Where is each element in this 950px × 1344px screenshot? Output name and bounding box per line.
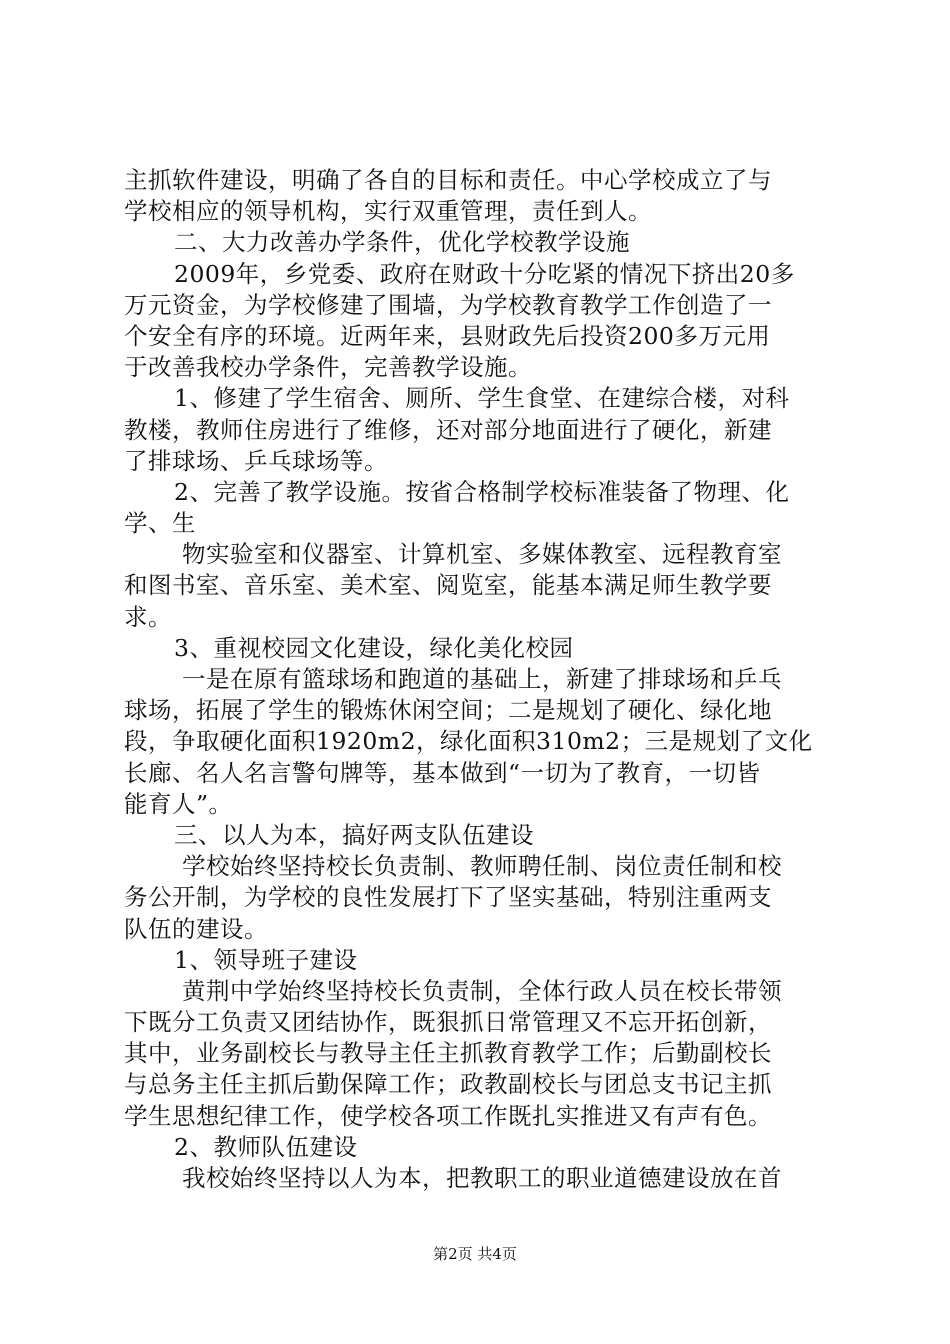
page-footer: 第2页 共4页 <box>433 1245 517 1263</box>
text-line: 学生思想纪律工作，使学校各项工作既扎实推进又有声有色。 <box>124 1101 772 1130</box>
text-line: 于改善我校办学条件，完善教学设施。 <box>124 353 532 382</box>
text-line: 队伍的建设。 <box>124 914 268 943</box>
text-line: 2、完善了教学设施。按省合格制学校标准装备了物理、化 <box>174 477 790 506</box>
text-line: 与总务主任主抓后勤保障工作；政教副校长与团总支书记主抓 <box>124 1070 772 1099</box>
text-line: 学、生 <box>124 509 196 538</box>
text-line: 下既分工负责又团结协作，既狠抓日常管理又不忘开拓创新， <box>124 1008 772 1037</box>
text-line: 段，争取硬化面积1920m2，绿化面积310m2；三是规划了文化 <box>124 727 813 756</box>
text-line: 能育人”。 <box>124 789 233 818</box>
text-line: 长廊、名人名言警句牌等，基本做到“一切为了教育，一切皆 <box>124 758 761 787</box>
text-line: 个安全有序的环境。近两年来，县财政先后投资200多万元用 <box>124 321 771 350</box>
text-line: 求。 <box>124 602 172 631</box>
text-line: 黄荆中学始终坚持校长负责制，全体行政人员在校长带领 <box>182 976 782 1005</box>
text-line: 三、以人为本，搞好两支队伍建设 <box>174 820 534 849</box>
document-body <box>124 165 834 1194</box>
text-line: 一是在原有篮球场和跑道的基础上，新建了排球场和乒乓 <box>182 665 782 693</box>
text-line: 1、领导班子建设 <box>174 945 358 974</box>
text-line: 和图书室、音乐室、美术室、阅览室，能基本满足师生教学要 <box>124 571 772 600</box>
text-line: 务公开制，为学校的良性发展打下了坚实基础，特别注重两支 <box>124 883 772 912</box>
text-line: 教楼，教师住房进行了维修，还对部分地面进行了硬化，新建 <box>124 415 772 444</box>
text-line: 我校始终坚持以人为本，把教职工的职业道德建设放在首 <box>182 1164 782 1192</box>
text-line: 学校相应的领导机构，实行双重管理，责任到人。 <box>124 197 652 226</box>
text-line: 其中，业务副校长与教导主任主抓教育教学工作；后勤副校长 <box>124 1039 772 1068</box>
text-line: 了排球场、乒乓球场等。 <box>124 446 388 475</box>
text-line: 主抓软件建设，明确了各自的目标和责任。中心学校成立了与 <box>124 166 772 194</box>
text-line: 万元资金，为学校修建了围墙，为学校教育教学工作创造了一 <box>124 290 772 319</box>
text-line: 球场，拓展了学生的锻炼休闲空间；二是规划了硬化、绿化地 <box>124 696 772 725</box>
text-line: 物实验室和仪器室、计算机室、多媒体教室、远程教育室 <box>182 540 782 569</box>
text-line: 2、教师队伍建设 <box>174 1132 358 1161</box>
text-line: 二、大力改善办学条件，优化学校教学设施 <box>174 228 630 257</box>
text-line: 学校始终坚持校长负责制、教师聘任制、岗位责任制和校 <box>182 852 782 881</box>
text-line: 3、重视校园文化建设，绿化美化校园 <box>174 633 574 662</box>
text-line: 1、修建了学生宿舍、厕所、学生食堂、在建综合楼，对科 <box>174 384 790 413</box>
text-line: 2009年，乡党委、政府在财政十分吃紧的情况下挤出20多 <box>174 259 795 288</box>
